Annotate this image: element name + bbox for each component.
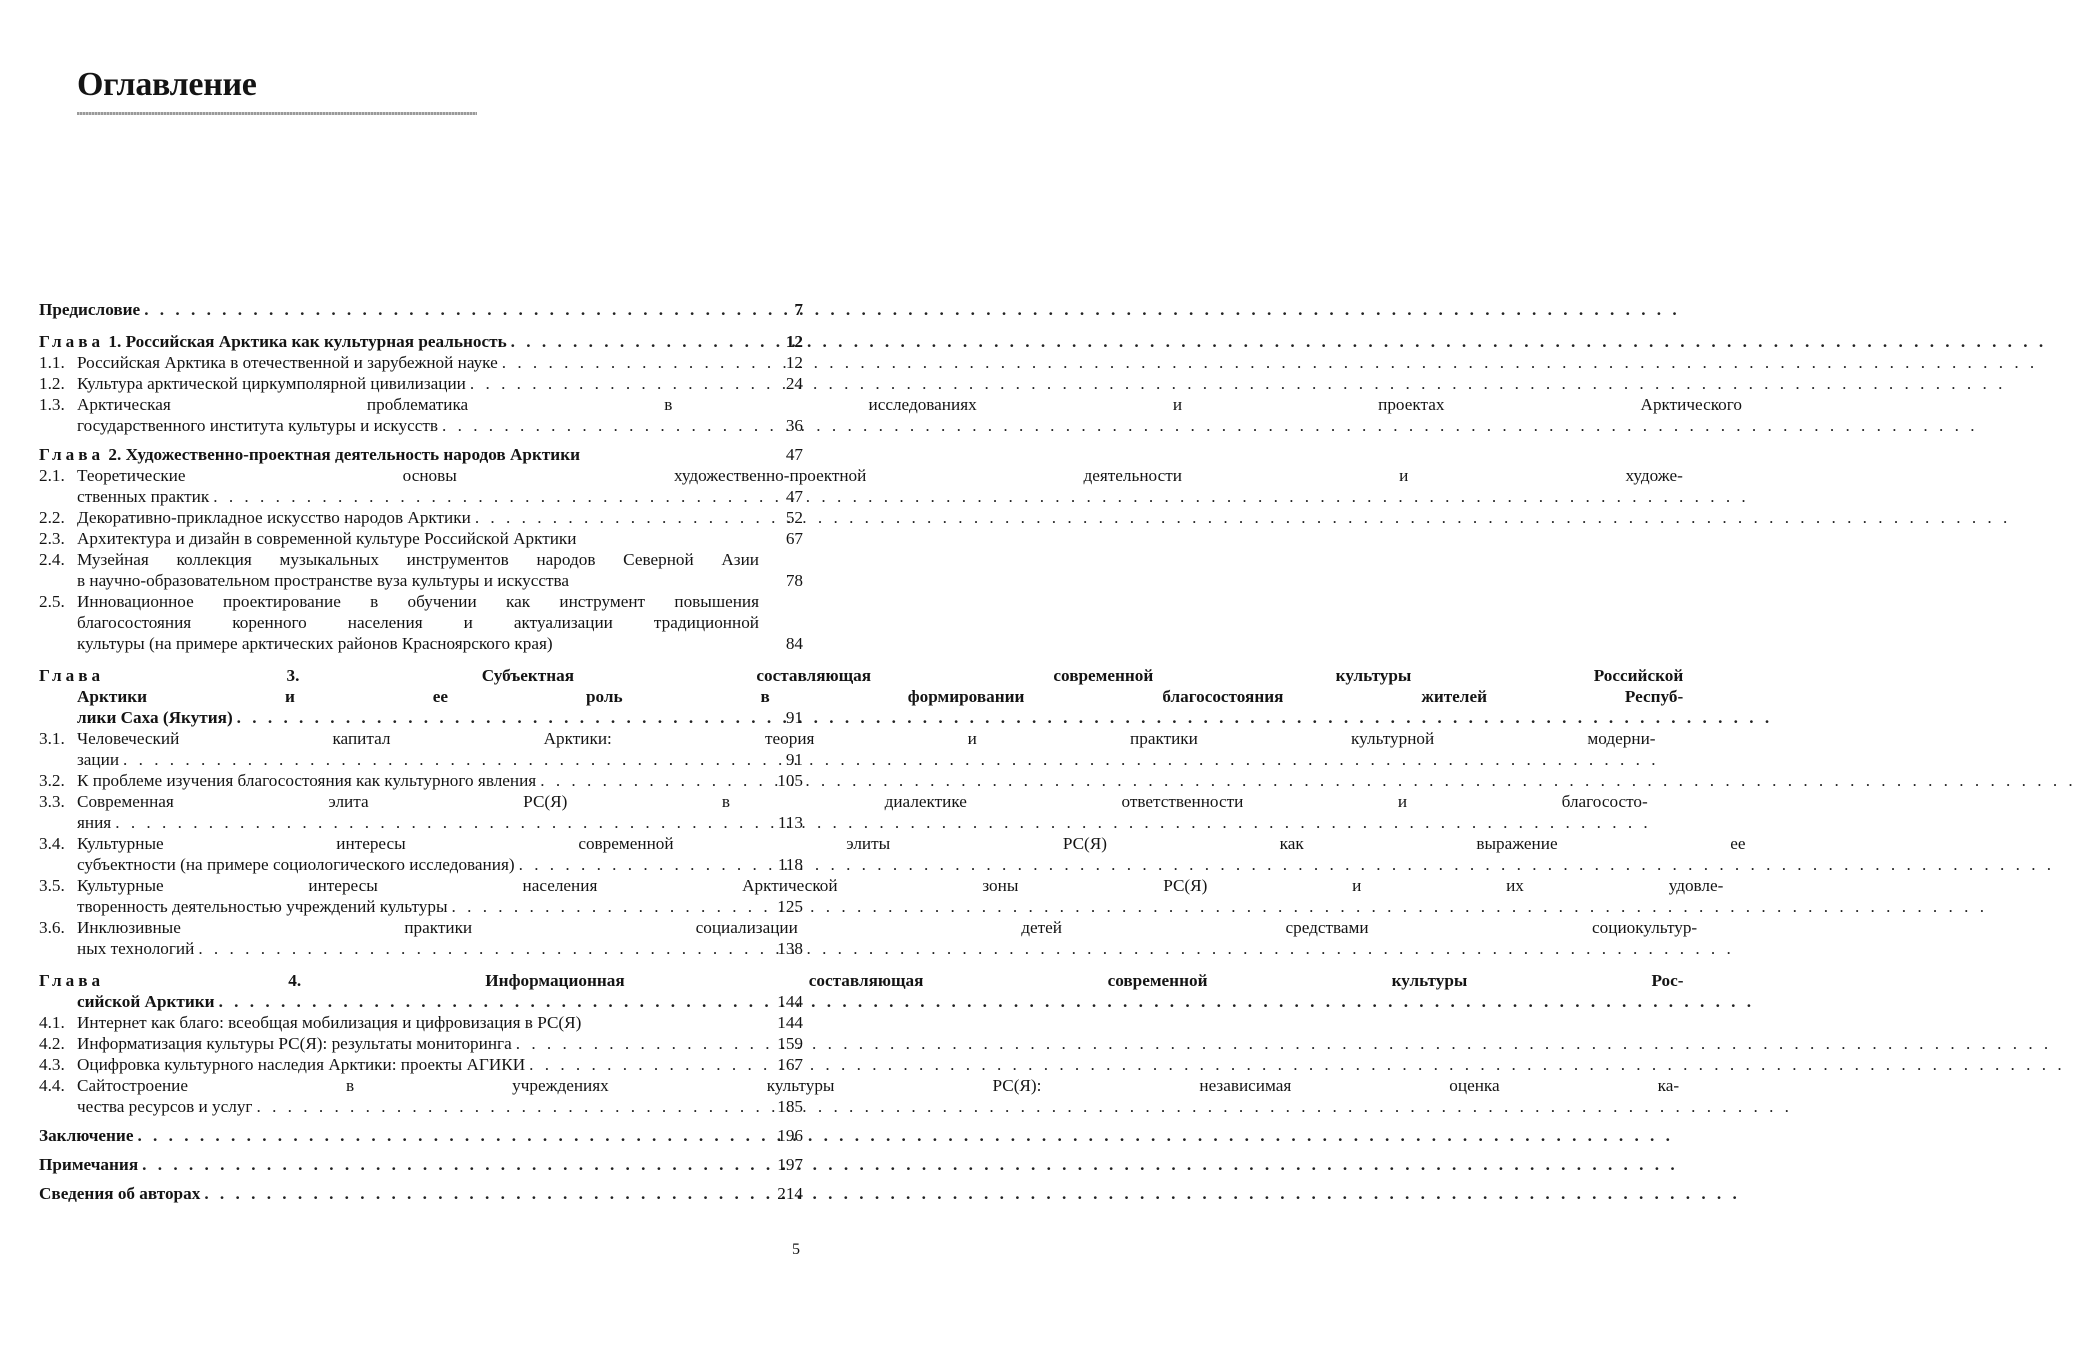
toc-section-1-3[interactable] — [39, 394, 1742, 436]
leader-dots — [470, 373, 2002, 394]
leader-dots — [219, 991, 1751, 1012]
toc-section-4-1[interactable] — [39, 1012, 803, 1033]
section-number: 4.2. — [39, 1034, 65, 1053]
section-number: 2.1. — [39, 466, 65, 485]
section-number: 1.3. — [39, 395, 65, 414]
toc-section-4-2[interactable] — [39, 1033, 803, 1054]
leader-dots — [213, 486, 1745, 507]
section-title-line: Человеческий капитал Арктики: теория и практики культурной модерни- — [77, 729, 1656, 748]
section-title-line: Теоретические основы художественно-проектной деятельности и художе- — [77, 466, 1683, 485]
page-number: 144 — [777, 1013, 803, 1032]
section-title: Архитектура и дизайн в современной культуре Российской Арктики — [77, 529, 577, 548]
page-title: Оглавление — [77, 66, 257, 103]
chapter-title-line: лики Саха (Якутия) — [77, 708, 233, 727]
page-number: 47 — [785, 487, 803, 506]
chapter-keyword: Глава — [39, 332, 105, 351]
toc-section-3-1[interactable] — [39, 728, 1656, 770]
toc-entry-notes[interactable] — [39, 1154, 803, 1175]
section-title: Информатизация культуры РС(Я): результаты мониторинга — [77, 1034, 512, 1053]
toc-section-2-5[interactable] — [39, 591, 803, 654]
section-number: 2.2. — [39, 508, 65, 527]
section-title-line: зации — [77, 750, 120, 769]
toc-section-3-2[interactable] — [39, 770, 803, 791]
section-number: 4.3. — [39, 1055, 65, 1074]
section-number: 3.6. — [39, 918, 65, 937]
toc-section-3-6[interactable] — [39, 917, 1698, 959]
section-title-line: творенность деятельностью учреждений культуры — [77, 897, 448, 916]
toc-chapter-2[interactable] — [39, 444, 803, 465]
section-title-line: Инновационное проектирование в обучении как инструмент повышения — [77, 592, 759, 611]
leader-dots — [204, 1183, 1736, 1204]
section-number: 4.1. — [39, 1013, 65, 1032]
section-number: 3.3. — [39, 792, 65, 811]
section-title-line: Инклюзивные практики социализации детей средствами социокультур- — [77, 918, 1698, 937]
page-number: 214 — [777, 1184, 803, 1203]
toc-section-2-3[interactable] — [39, 528, 803, 549]
entry-title: Примечания — [39, 1155, 139, 1174]
page-number: 67 — [785, 529, 803, 548]
section-title-line: Музейная коллекция музыкальных инструментов народов Северной Азии — [77, 550, 759, 569]
section-number: 3.1. — [39, 729, 65, 748]
leader-dots — [529, 1054, 2061, 1075]
section-title: Оцифровка культурного наследия Арктики: проекты АГИКИ — [77, 1055, 526, 1074]
chapter-title-line: сийской Арктики — [77, 992, 215, 1011]
section-number: 2.3. — [39, 529, 65, 548]
chapter-keyword: Глава — [39, 971, 105, 990]
section-title-line: чества ресурсов и услуг — [77, 1097, 253, 1116]
page-number: 138 — [777, 939, 803, 958]
toc-entry-conclusion[interactable] — [39, 1125, 803, 1146]
toc-section-1-1[interactable] — [39, 352, 803, 373]
toc-entry-preface[interactable] — [39, 299, 803, 320]
section-title: Интернет как благо: всеобщая мобилизация и цифровизация в РС(Я) — [77, 1013, 582, 1032]
entry-title: Сведения об авторах — [39, 1184, 201, 1203]
page-number: 52 — [785, 508, 803, 527]
leader-dots — [115, 812, 1647, 833]
section-title-line: Современная элита РС(Я) в диалектике ответственности и благососто- — [77, 792, 1648, 811]
section-number: 3.5. — [39, 876, 65, 895]
chapter-keyword: Глава — [39, 445, 105, 464]
chapter-title: 2. Художественно-проектная деятельность народов Арктики — [108, 445, 581, 464]
section-number: 4.4. — [39, 1076, 65, 1095]
folio-page-number: 5 — [792, 1241, 800, 1258]
leader-dots — [137, 1125, 1669, 1146]
leader-dots — [144, 299, 1676, 320]
section-number: 3.2. — [39, 771, 65, 790]
page-number: 113 — [777, 813, 803, 832]
leader-dots — [502, 352, 2034, 373]
leader-dots — [442, 415, 1974, 436]
section-title-line: Культурные интересы населения Арктической зоны РС(Я) и их удовле- — [77, 876, 1724, 895]
page-number: 91 — [785, 750, 803, 769]
title-underline — [77, 112, 477, 115]
section-title: Российская Арктика в отечественной и зарубежной науке — [77, 353, 498, 372]
toc-section-4-4[interactable] — [39, 1075, 1680, 1117]
page-number: 118 — [777, 855, 803, 874]
section-title-line: яния — [77, 813, 112, 832]
section-number: 2.5. — [39, 592, 65, 611]
section-number: 2.4. — [39, 550, 65, 569]
section-title-line: в научно-образовательном пространстве вуза культуры и искусства — [77, 571, 570, 590]
leader-dots — [237, 707, 1769, 728]
section-title-line: Культурные интересы современной элиты РС(Я) как выражение ее — [77, 834, 1746, 853]
page-number: 36 — [785, 416, 803, 435]
section-number: 1.2. — [39, 374, 65, 393]
leader-dots — [198, 938, 1730, 959]
leader-dots — [475, 507, 2007, 528]
page-number: 12 — [785, 332, 803, 351]
chapter-keyword: Глава — [39, 666, 105, 685]
entry-title: Заключение — [39, 1126, 134, 1145]
chapter-title-line: Арктики и ее роль в формировании благосостояния жителей Респуб- — [77, 687, 1684, 706]
section-title-line: благосостояния коренного населения и актуализации традиционной — [77, 613, 759, 632]
toc-entry-authors[interactable] — [39, 1183, 803, 1204]
toc-section-2-1[interactable] — [39, 465, 1683, 507]
leader-dots — [519, 854, 2051, 875]
section-title-line: ственных практик — [77, 487, 210, 506]
page-number: 91 — [785, 708, 803, 727]
section-title: Культура арктической циркумполярной цивилизации — [77, 374, 466, 393]
toc-section-2-4[interactable] — [39, 549, 803, 591]
page-number: 167 — [777, 1055, 803, 1074]
toc-section-3-5[interactable] — [39, 875, 1724, 917]
page-number: 24 — [785, 374, 803, 393]
leader-dots — [516, 1033, 2048, 1054]
toc-section-1-2[interactable] — [39, 373, 803, 394]
page-number: 7 — [794, 300, 803, 319]
leader-dots — [142, 1154, 1674, 1175]
toc-chapter-3[interactable] — [39, 665, 1684, 728]
toc-section-2-2[interactable] — [39, 507, 803, 528]
page-number: 105 — [777, 771, 803, 790]
toc-section-3-3[interactable] — [39, 791, 1648, 833]
section-title: Декоративно-прикладное искусство народов Арктики — [77, 508, 471, 527]
chapter-title: 1. Российская Арктика как культурная реальность — [108, 332, 507, 351]
page-number: 125 — [777, 897, 803, 916]
toc-chapter-1[interactable] — [39, 331, 803, 352]
page-number: 144 — [777, 992, 803, 1011]
toc-section-4-3[interactable] — [39, 1054, 803, 1075]
section-title-line: Арктическая проблематика в исследованиях и проектах Арктического — [77, 395, 1742, 414]
section-title-line: культуры (на примере арктических районов Красноярского края) — [77, 634, 553, 653]
leader-dots — [256, 1096, 1788, 1117]
page-number: 84 — [785, 634, 803, 653]
page-number: 159 — [777, 1034, 803, 1053]
table-of-contents — [39, 299, 1746, 1204]
leader-dots — [123, 749, 1655, 770]
toc-section-3-4[interactable] — [39, 833, 1746, 875]
leader-dots — [540, 770, 2072, 791]
section-number: 3.4. — [39, 834, 65, 853]
leader-dots — [452, 896, 1984, 917]
page-number: 12 — [785, 353, 803, 372]
toc-chapter-4[interactable] — [39, 970, 1684, 1012]
section-title-line: ных технологий — [77, 939, 195, 958]
page-number: 47 — [785, 445, 803, 464]
chapter-title-line: 4. Информационная составляющая современной культуры Рос- — [288, 971, 1684, 990]
leader-dots — [511, 331, 2043, 352]
page-number: 78 — [785, 571, 803, 590]
page-number: 197 — [777, 1155, 803, 1174]
section-title-line: государственного института культуры и искусств — [77, 416, 438, 435]
chapter-title-line: 3. Субъектная составляющая современной культуры Российской — [286, 666, 1684, 685]
section-title: К проблеме изучения благосостояния как культурного явления — [77, 771, 537, 790]
section-number: 1.1. — [39, 353, 65, 372]
page-number: 196 — [777, 1126, 803, 1145]
section-title-line: Сайтостроение в учреждениях культуры РС(Я): независимая оценка ка- — [77, 1076, 1680, 1095]
section-title-line: субъектности (на примере социологического исследования) — [77, 855, 515, 874]
page-number: 185 — [777, 1097, 803, 1116]
entry-title: Предисловие — [39, 300, 141, 319]
